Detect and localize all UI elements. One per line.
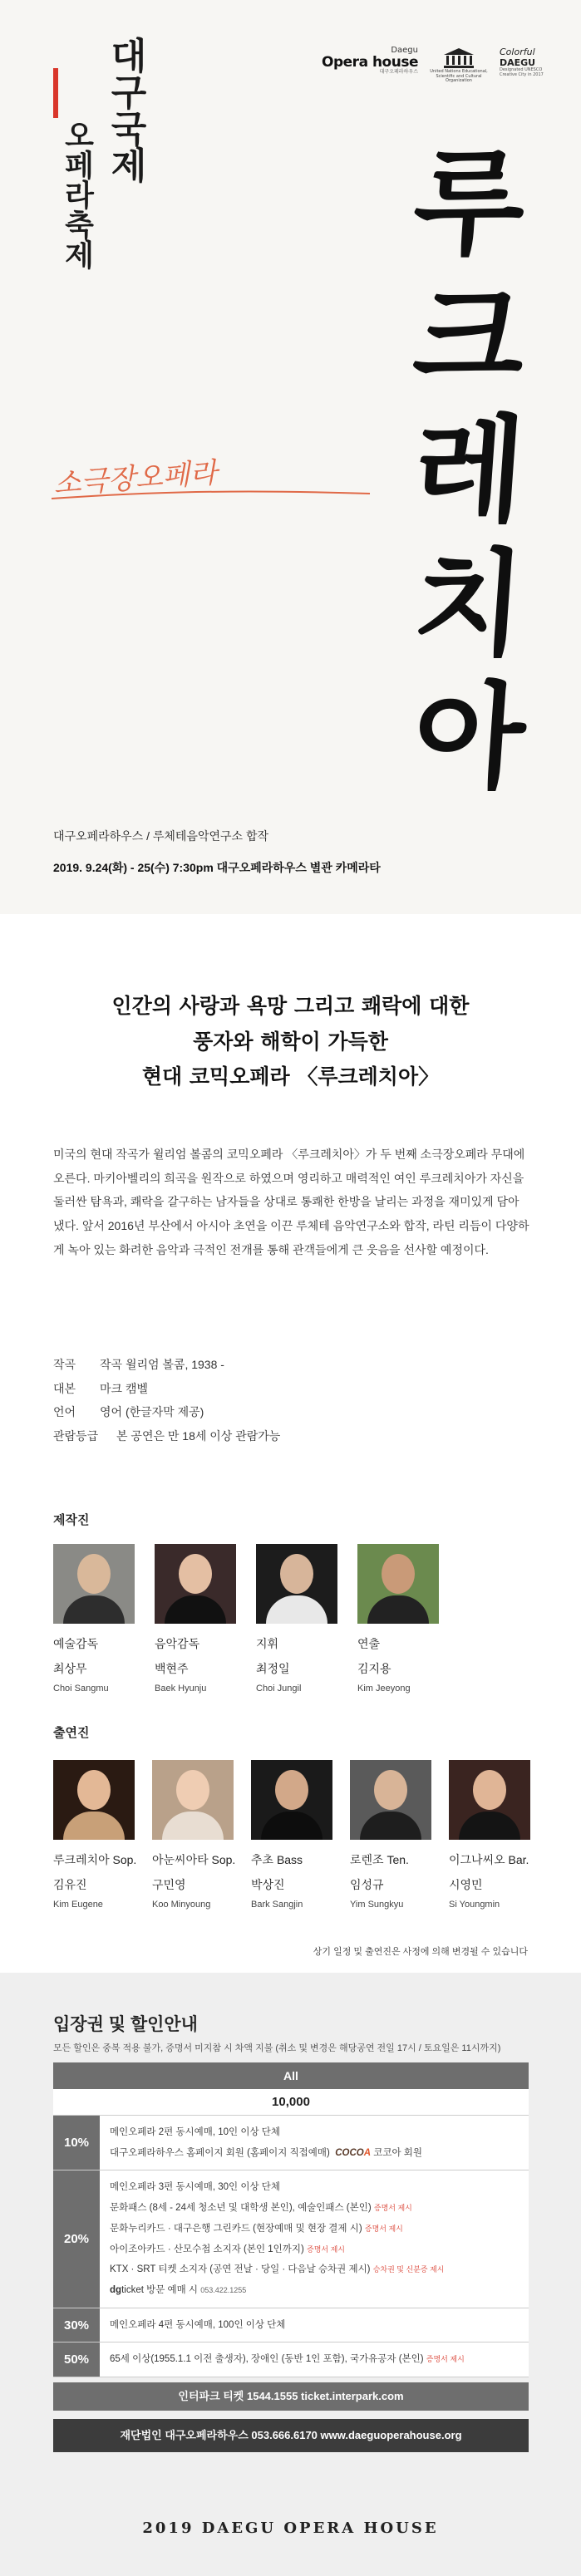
portrait-photo (155, 1544, 236, 1624)
person-role: 연출 (357, 1637, 381, 1650)
person-card (155, 1544, 236, 1694)
logo-line1: Daegu (391, 46, 418, 55)
logo-line2: Opera house (322, 53, 418, 71)
person-name-en: Choi Jungil (256, 1684, 302, 1694)
portrait-photo (449, 1760, 530, 1840)
unesco-temple-icon (442, 47, 475, 70)
discount-item (110, 2280, 519, 2301)
credit-row (53, 1377, 280, 1401)
person-name-en: Koo Minyoung (152, 1900, 211, 1910)
person-name-en: Si Youngmin (449, 1900, 500, 1910)
colorful-line2: DAEGU (500, 57, 536, 68)
cocoa-label: 코코아 회원 (373, 2147, 422, 2158)
festival-red-mark (53, 68, 58, 118)
person-card (53, 1760, 135, 1910)
discount-percent: 20% (53, 2170, 100, 2307)
person-name: 김유진 (53, 1878, 87, 1891)
person-name-en: Baek Hyunju (155, 1684, 207, 1694)
title-char: 아 (409, 669, 530, 804)
discount-item (110, 2143, 519, 2164)
discount-item: 메인오페라 2편 동시예매, 10인 이상 단체 (110, 2127, 280, 2137)
credit-row (53, 1353, 280, 1377)
headline-line2: 풍자와 해학이 가득한 (193, 1029, 388, 1054)
discount-item-text: 65세 이상(1955.1.1 이전 출생자), 장애인 (동반 1인 포함), 국가유공자 (본인) (110, 2354, 424, 2365)
title-char: 크 (409, 268, 530, 405)
proof-note: 증명서 제시 (426, 2355, 465, 2364)
person-name-en: Yim Sungkyu (350, 1900, 404, 1910)
interpark-contact[interactable]: 인터파크 티켓 1544.1555 ticket.interpark.com (53, 2382, 529, 2411)
cocoa-logo: COCOA (335, 2147, 372, 2158)
main-title (403, 135, 536, 804)
headline-line3: 현대 코믹오페라 〈루크레치아〉 (141, 1064, 440, 1089)
dg-logo: dg (110, 2285, 122, 2296)
foundation-contact[interactable]: 재단법인 대구오페라하우스 053.666.6170 www.daeguoperahouse.org (53, 2419, 529, 2452)
credit-value: 작곡 윌리엄 볼콤, 1938 - (100, 1358, 224, 1371)
subtitle-brush-stroke (50, 484, 374, 509)
discount-item-text: KTX · SRT 티켓 소지자 (공연 전날 · 당일 · 다음날 승차권 제시) (110, 2264, 371, 2275)
person-card (357, 1544, 439, 1694)
colorful-line3: Designated UNESCO Creative City in 2017 (500, 67, 544, 77)
proof-note: 증명서 제시 (373, 2204, 412, 2213)
person-role: 예술감독 (53, 1637, 99, 1650)
person-role: 음악감독 (155, 1637, 200, 1650)
person-name: 백현주 (155, 1662, 189, 1675)
organizers-text: 대구오페라하우스 / 루체테음악연구소 합작 (53, 829, 268, 843)
portrait-photo (152, 1760, 234, 1840)
credit-key: 대본 (53, 1381, 76, 1395)
portrait-photo (251, 1760, 332, 1840)
discount-row (53, 2116, 529, 2170)
person-card (53, 1544, 135, 1694)
credit-value: 마크 캠벨 (100, 1381, 148, 1395)
credit-row (53, 1424, 280, 1448)
title-char: 루 (409, 135, 530, 271)
proof-note: 승차권 및 신분증 제시 (372, 2265, 445, 2274)
daegu-opera-house-logo (322, 47, 418, 76)
unesco-logo (430, 47, 488, 84)
discount-item-text: 대구오페라하우스 홈페이지 회원 (홈페이지 직접예매) (110, 2147, 330, 2158)
person-role: 지휘 (256, 1637, 279, 1650)
person-role: 추초 Bass (251, 1853, 303, 1866)
person-role: 이그나씨오 Bar. (449, 1853, 529, 1866)
ticket-subtitle: 모든 할인은 중복 적용 불가, 증명서 미지참 시 차액 지불 (취소 및 변경은 해당공연 전일 17시 / 토요일은 11시까지) (53, 2043, 501, 2053)
portrait-photo (357, 1544, 439, 1624)
person-name: 최상무 (53, 1662, 87, 1675)
logo-line3: 대구오페라하우스 (379, 69, 418, 76)
title-char: 치 (409, 535, 530, 671)
discount-percent: 50% (53, 2342, 100, 2377)
discount-row (53, 2342, 529, 2377)
person-name: 최정일 (256, 1662, 290, 1675)
discount-item-text: 문화패스 (8세 - 24세 청소년 및 대학생 본인), 예술인패스 (본인) (110, 2203, 372, 2214)
person-name: 박상진 (251, 1878, 285, 1891)
person-name: 시영민 (449, 1878, 483, 1891)
production-title: 제작진 (53, 1513, 90, 1527)
performance-datetime: 2019. 9.24(화) - 25(수) 7:30pm 대구오페라하우스 별관 카메라타 (53, 861, 381, 874)
portrait-photo (53, 1544, 135, 1624)
schedule-change-notice: 상기 일정 및 출연진은 사정에 의해 변경될 수 있습니다 (313, 1947, 528, 1957)
discount-item (110, 2349, 519, 2370)
festival-title-col2: 오페라축제 (60, 120, 95, 269)
cast-title: 출연진 (53, 1726, 90, 1740)
ticket-section (0, 1973, 581, 2576)
colorful-daegu-logo (500, 47, 559, 77)
discount-item: 메인오페라 4편 동시예매, 100인 이상 단체 (110, 2319, 286, 2330)
colorful-line1: Colorful (500, 47, 535, 57)
person-name: 임성규 (350, 1878, 384, 1891)
credits-list (53, 1353, 280, 1448)
ticket-price: 10,000 (53, 2089, 529, 2116)
discount-row (53, 2170, 529, 2308)
portrait-photo (350, 1760, 431, 1840)
person-name-en: Bark Sangjin (251, 1900, 303, 1910)
person-name-en: Choi Sangmu (53, 1684, 109, 1694)
credit-value: 본 공연은 만 18세 이상 관람가능 (116, 1429, 281, 1443)
discount-table (53, 2062, 529, 2452)
discount-row (53, 2308, 529, 2343)
credit-row (53, 1400, 280, 1424)
header-logos (322, 47, 559, 84)
person-card (251, 1760, 332, 1910)
poster-area (0, 0, 581, 914)
discount-item-text: 문화누리카드 · 대구은행 그린카드 (현장예매 및 현장 결제 시) (110, 2223, 362, 2234)
discount-percent: 10% (53, 2116, 100, 2170)
person-name-en: Kim Eugene (53, 1900, 103, 1910)
person-card (350, 1760, 431, 1910)
person-card (152, 1760, 234, 1910)
unesco-text: United Nations Educational, Scientific and Cultural Organization (430, 69, 488, 83)
person-role: 루크레치아 Sop. (53, 1853, 137, 1866)
credit-value: 영어 (한글자막 제공) (100, 1405, 204, 1419)
person-role: 아눈씨아타 Sop. (152, 1853, 236, 1866)
headline-line1: 인간의 사랑과 욕망 그리고 쾌락에 대한 (111, 994, 470, 1018)
discount-item-text: 아이조아카드 · 산모수첩 소지자 (본인 1인까지) (110, 2244, 304, 2254)
person-card (449, 1760, 530, 1910)
discount-item (110, 2219, 519, 2239)
proof-note: 증명서 제시 (307, 2244, 346, 2254)
discount-item-text: ticket 방문 예매 시 (121, 2285, 199, 2296)
intro-headline (0, 989, 581, 1095)
portrait-photo (256, 1544, 337, 1624)
production-list (53, 1544, 439, 1694)
person-card (256, 1544, 337, 1694)
credit-key: 작곡 (53, 1358, 76, 1371)
credit-key: 언어 (53, 1405, 76, 1419)
poster-info (53, 828, 381, 876)
discount-item: 메인오페라 3편 동시예매, 30인 이상 단체 (110, 2182, 280, 2193)
discount-item (110, 2198, 519, 2219)
person-name-en: Kim Jeeyong (357, 1684, 411, 1694)
subtitle-small-opera: 소극장오페라 (52, 456, 219, 501)
discount-items (100, 2342, 529, 2377)
ticket-title: 입장권 및 할인안내 (53, 2015, 198, 2034)
credit-key: 관람등급 (53, 1429, 99, 1443)
discount-items (100, 2170, 529, 2307)
discount-item (110, 2239, 519, 2260)
intro-body: 미국의 현대 작곡가 윌리엄 볼콤의 코믹오페라 〈루크레치아〉가 두 번째 소극장오페라 무대에 오른다. 마키아벨리의 희곡을 원작으로 하였으며 영리하고 매력적인 여인 루크레치아가 자신을 둘러싼 탐욕과, 쾌락을 갈구하는 남자들을 상대로 통쾌한 한방을 날리는 과정을 재미있게 담아냈다. 앞서 2016년 부산에서 아시아 초연을 이끈 루체테 음악연구소와 합작, 라틴 리듬이 다양하게 녹아 있는 화려한 음악과 극적인 전개를 통해 관객들에게 큰 웃음을 선사할 예정이다. (53, 1148, 529, 1256)
festival-title-col1: 대구국제 (104, 37, 146, 183)
proof-note: 증명서 제시 (364, 2224, 403, 2233)
footer-title: 2019 DAEGU OPERA HOUSE (142, 2519, 439, 2537)
discount-items (100, 2308, 529, 2342)
cast-list (53, 1760, 530, 1910)
portrait-photo (53, 1760, 135, 1840)
discount-percent: 30% (53, 2308, 100, 2342)
discount-items (100, 2116, 529, 2170)
person-name: 구민영 (152, 1878, 186, 1891)
person-name: 김지용 (357, 1662, 391, 1675)
title-char: 레 (409, 402, 530, 538)
all-seats-label: All (53, 2062, 529, 2089)
person-role: 로렌조 Ten. (350, 1853, 409, 1866)
dg-phone: 053.422.1255 (200, 2286, 247, 2295)
discount-item (110, 2259, 519, 2280)
festival-logo (48, 37, 173, 286)
